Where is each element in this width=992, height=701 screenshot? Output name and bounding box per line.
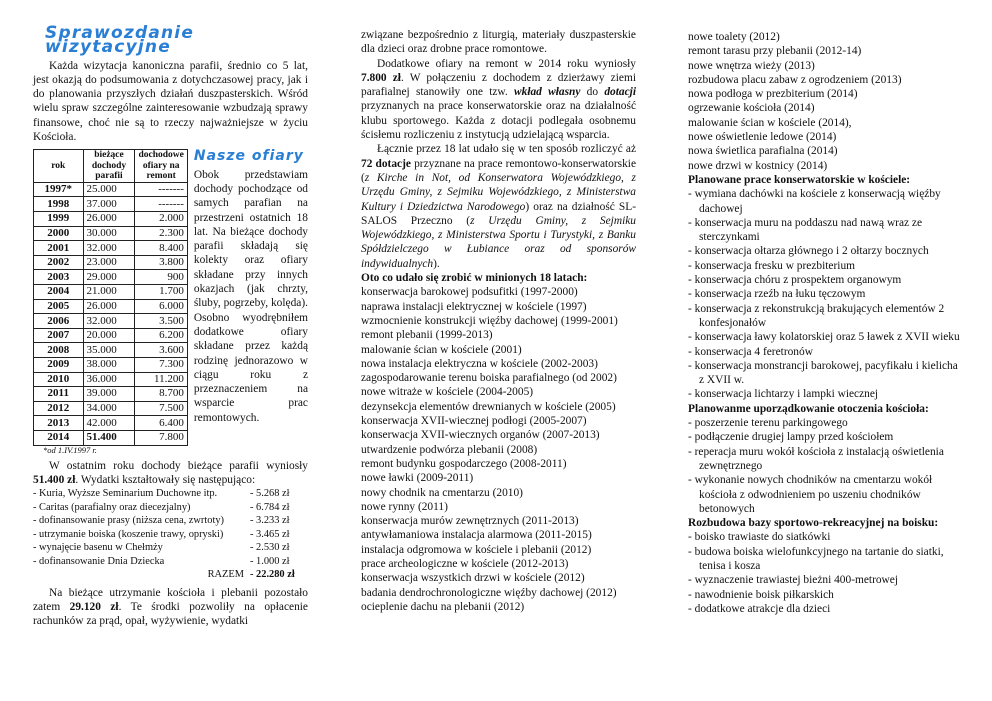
table-row bbox=[34, 401, 188, 416]
table-row bbox=[34, 241, 188, 256]
done-item: remont plebanii (1999-2013) bbox=[361, 329, 493, 342]
year-cell: 2002 bbox=[34, 255, 84, 270]
column-middle bbox=[361, 28, 636, 614]
p2-own-contribution: wkład własny bbox=[514, 86, 581, 99]
expenses-list bbox=[33, 487, 308, 568]
income-post: . Wydatki kształtowały się następująco: bbox=[75, 473, 256, 486]
income-cell: 21.000 bbox=[83, 285, 135, 300]
income-pre: W ostatnim roku dochody bieżące parafii wyniosły bbox=[49, 459, 308, 472]
done-item: prace archeologiczne w kościele (2012-2013) bbox=[361, 557, 569, 570]
planned-list bbox=[688, 187, 964, 401]
done-heading: Oto co udało się zrobić w minionych 18 latach: bbox=[361, 272, 588, 285]
renovation-cell: 6.200 bbox=[135, 328, 187, 343]
order-item: - podłączenie drugiej lampy przed kościołem bbox=[688, 431, 894, 444]
planned-item: - konserwacja lichtarzy i lampki wiecznej bbox=[688, 388, 879, 401]
header-income: bieżące dochody parafii bbox=[83, 150, 135, 183]
year-cell: 2014 bbox=[34, 430, 84, 445]
done-item: wzmocnienie konstrukcji więźby dachowej (1999-2001) bbox=[361, 314, 618, 327]
order-list bbox=[688, 416, 964, 516]
donations-paragraph bbox=[361, 57, 636, 143]
table-row bbox=[34, 328, 188, 343]
done-item: dezynsekcja elementów drewnianych w kościele (2005) bbox=[361, 400, 616, 413]
done-item: konserwacja wszystkich drzwi w kościele (2012) bbox=[361, 572, 585, 585]
expense-value: - 6.784 zł bbox=[250, 501, 290, 513]
renovation-cell: ------- bbox=[135, 182, 187, 197]
p3-c: przyznane na prace remontowo-konserwatorskie ( bbox=[361, 157, 636, 184]
p2-g: przyznanych na prace konserwatorskie oraz na działalność klubu sportowego. Każda z dotacji podlegała osobnemu ścisłemu rozliczeniu z instytucją udzielającą wsparcia. bbox=[361, 100, 636, 142]
renovation-cell: 11.200 bbox=[135, 372, 187, 387]
p3-sources-sport: z Urzędu Gminy, z Sejmiku Wojewódzkiego, z Ministerstwa Sportu i Turystyki, z Banku Spółdzielczego w Łubiance oraz od sponsorów indywidualnych bbox=[361, 214, 636, 270]
table-row bbox=[34, 372, 188, 387]
income-paragraph bbox=[33, 459, 308, 488]
table-row bbox=[34, 358, 188, 373]
year-cell: 2000 bbox=[34, 226, 84, 241]
report-title: Sprawozdanie wizytacyjne bbox=[45, 23, 195, 58]
final-paragraph bbox=[33, 586, 308, 629]
done-item: nowa świetlica parafialna (2014) bbox=[688, 145, 838, 158]
table-row bbox=[34, 285, 188, 300]
planned-item: - konserwacja muru na poddaszu nad nawą wraz ze sterczynkami bbox=[688, 216, 923, 244]
renovation-cell: 8.700 bbox=[135, 387, 187, 402]
table-row bbox=[34, 314, 188, 329]
done-item: nowe toalety (2012) bbox=[688, 31, 780, 43]
done-item: malowanie ścian w kościele (2001) bbox=[361, 343, 522, 356]
done-item: naprawa instalacji elektrycznej w kościele (1997) bbox=[361, 300, 587, 313]
p2-c: . W połączeniu z dochodem z dzierżawy ziemi parafialnej stanowiły one tzw. bbox=[361, 71, 636, 99]
expense-value: - 3.233 zł bbox=[250, 515, 290, 527]
expense-row bbox=[33, 555, 308, 569]
column-left bbox=[33, 23, 308, 629]
sport-item: - wyznaczenie trawiastej bieżni 400-metrowej bbox=[688, 574, 898, 587]
done-item: nowe ławki (2009-2011) bbox=[361, 472, 474, 485]
order-item: - reperacja muru wokół kościoła z instalacją oświetlenia zewnętrznego bbox=[688, 445, 944, 472]
table-header-row bbox=[34, 150, 188, 183]
planned-item: - konserwacja rzeźb na łuku tęczowym bbox=[688, 288, 866, 301]
planned-item: - konserwacja ołtarza głównego i 2 ołtarzy bocznych bbox=[688, 245, 929, 258]
income-amount: 51.400 zł bbox=[33, 473, 76, 486]
intro-paragraph: Każda wizytacja kanoniczna parafii, średnio co 5 lat, jest okazją do podsumowania z dotychczasowej pracy, jak i do planowania przyszłych działań duszpasterskich. Wśród wielu spraw szczególne zainteresowanie wzbudzają sprawy finansowe, choć nie są to rzeczy najważniejsze w życiu Kościoła. bbox=[33, 59, 308, 144]
income-cell: 38.000 bbox=[83, 358, 135, 373]
expense-name: - dofinansowanie prasy (niższa cena, zwrtoty) bbox=[33, 515, 224, 527]
done-item: konserwacja XVII-wiecznej podłogi (2005-2007) bbox=[361, 415, 587, 428]
done-item: antywłamaniowa instalacja alarmowa (2011-2015) bbox=[361, 529, 592, 542]
renovation-cell: 3.600 bbox=[135, 343, 187, 358]
income-cell: 39.000 bbox=[83, 387, 135, 402]
final-post: . Te środki pozwoliły na opłacenie rachunków za prąd, opał, wyżywienie, wydatki bbox=[33, 600, 308, 628]
renovation-cell: 6.000 bbox=[135, 299, 187, 314]
p3-e: ) oraz na działność SL-SALOS Przeczno ( bbox=[361, 200, 636, 227]
final-amount: 29.120 zł bbox=[69, 600, 119, 613]
renovation-cell: 2.000 bbox=[135, 212, 187, 227]
done-item: badania dendrochronologiczne więźby dachowej (2012) bbox=[361, 586, 617, 599]
year-cell: 1999 bbox=[34, 212, 84, 227]
expense-name: - Caritas (parafialny oraz diecezjalny) bbox=[33, 501, 191, 513]
table-row bbox=[34, 255, 188, 270]
planned-item: - konserwacja fresku w prezbiterium bbox=[688, 259, 855, 272]
sport-list bbox=[688, 530, 964, 616]
done-item: konserwacja murów zewnętrznych (2011-2013) bbox=[361, 515, 579, 528]
table-row bbox=[34, 299, 188, 314]
order-heading: Planowanme uporządkowanie otoczenia kościoła: bbox=[688, 402, 929, 415]
p3-g: ). bbox=[433, 257, 440, 270]
table-row bbox=[34, 197, 188, 212]
income-cell: 37.000 bbox=[83, 197, 135, 212]
planned-item: - konserwacja z rekonstrukcją brakujących elementów 2 konfesjonałów bbox=[688, 302, 945, 329]
done-item: nowe witraże w kościele (2004-2005) bbox=[361, 386, 534, 399]
total-label: RAZEM bbox=[207, 569, 244, 581]
done-item: remont budynku gospodarczego (2008-2011) bbox=[361, 457, 567, 470]
table-footnote: *od 1.IV.1997 r. bbox=[43, 444, 97, 455]
expense-row bbox=[33, 528, 308, 542]
table-row bbox=[34, 387, 188, 402]
sport-item: - boisko trawiaste do siatkówki bbox=[688, 531, 831, 544]
year-cell: 1998 bbox=[34, 197, 84, 212]
done-item: instalacja odgromowa w kościele i plebanii (2012) bbox=[361, 543, 592, 556]
offerings-table-wrap bbox=[33, 149, 188, 456]
expense-name: - wynajęcie basenu w Chełmży bbox=[33, 542, 163, 554]
year-cell: 2013 bbox=[34, 416, 84, 431]
done-item: ogrzewanie kościoła (2014) bbox=[688, 102, 815, 115]
income-cell: 32.000 bbox=[83, 241, 135, 256]
expense-value: - 5.268 zł bbox=[250, 488, 290, 500]
expense-value: - 2.530 zł bbox=[250, 542, 290, 554]
offerings-table bbox=[33, 149, 188, 445]
offerings-description: Obok przedstawiam dochody pochodzące od samych parafian na przestrzeni ostatnich 18 lat. Na bieżące dochody parafii składają się kolekty oraz ofiary składane przy innych okazjach (jak chrzty, śluby, pogrzeby, kolęda). Osobno wyodrębniłem dodatkowe ofiary składane przez każdą rodzinę jednorazowo w ciągu roku z przeznaczeniem na wsparcie prac remontowych. bbox=[193, 168, 308, 424]
done-item: konserwacja XVII-wiecznych organów (2007-2013) bbox=[361, 429, 600, 442]
order-item: - wykonanie nowych chodników na cmentarzu wokół kościoła z odwodnieniem po uszeniu chodników betonowych bbox=[688, 474, 933, 515]
expense-name: - utrzymanie boiska (koszenie trawy, opryski) bbox=[33, 528, 224, 540]
expense-row bbox=[33, 487, 308, 501]
sport-item: - dodatkowe atrakcje dla dzieci bbox=[688, 602, 831, 615]
done-item: nowa podłoga w prezbiterium (2014) bbox=[688, 88, 858, 101]
renovation-cell: 6.400 bbox=[135, 416, 187, 431]
done-item: nowy chodnik na cmentarzu (2010) bbox=[361, 486, 523, 499]
income-cell: 34.000 bbox=[83, 401, 135, 416]
table-row bbox=[34, 226, 188, 241]
done-item: nowe wnętrza wieży (2013) bbox=[688, 59, 815, 72]
order-item: - poszerzenie terenu parkingowego bbox=[688, 417, 848, 430]
planned-item: - konserwacja ławy kolatorskiej oraz 5 ławek z XVII wieku bbox=[688, 331, 960, 344]
income-cell: 42.000 bbox=[83, 416, 135, 431]
planned-heading: Planowane prace konserwatorskie w kościele: bbox=[688, 173, 911, 186]
income-cell: 30.000 bbox=[83, 226, 135, 241]
renovation-cell: 7.500 bbox=[135, 401, 187, 416]
year-cell: 2011 bbox=[34, 387, 84, 402]
done-item: nowe rynny (2011) bbox=[361, 500, 448, 513]
p2-grants: dotacji bbox=[604, 86, 636, 99]
done-item: malowanie ścian w kościele (2014), bbox=[688, 116, 852, 129]
header-year: rok bbox=[34, 150, 84, 183]
planned-item: - konserwacja 4 feretronów bbox=[688, 345, 813, 358]
year-cell: 2009 bbox=[34, 358, 84, 373]
table-row bbox=[34, 182, 188, 197]
renovation-cell: 2.300 bbox=[135, 226, 187, 241]
income-cell: 51.400 bbox=[83, 430, 135, 445]
p2-amount: 7.800 zł bbox=[361, 71, 401, 84]
expenses-total bbox=[33, 568, 308, 582]
done-item: zagospodarowanie terenu boiska parafialnego (od 2002) bbox=[361, 372, 617, 385]
done-item: nowe drzwi w kostnicy (2014) bbox=[688, 159, 828, 172]
sport-item: - budowa boiska wielofunkcyjnego na tartanie do siatki, tenisa i kosza bbox=[688, 545, 944, 572]
planned-item: - konserwacja monstrancji barokowej, pacyfikału i kielicha z XVII w. bbox=[688, 359, 958, 387]
expense-row bbox=[33, 514, 308, 528]
income-cell: 26.000 bbox=[83, 299, 135, 314]
header-renovation: dochodowe ofiary na remont bbox=[135, 150, 187, 183]
expense-name: - dofinansowanie Dnia Dziecka bbox=[33, 555, 165, 567]
done-item: rozbudowa placu zabaw z ogrodzeniem (2013) bbox=[688, 73, 902, 86]
expense-row bbox=[33, 541, 308, 555]
renovation-cell: 1.700 bbox=[135, 285, 187, 300]
total-value: - 22.280 zł bbox=[250, 569, 295, 581]
final-pre: Na bieżące utrzymanie kościoła i plebanii pozostało zatem bbox=[33, 586, 308, 613]
p2-e: do bbox=[580, 86, 605, 99]
income-cell: 25.000 bbox=[83, 182, 135, 197]
renovation-cell: 7.300 bbox=[135, 358, 187, 373]
year-cell: 1997* bbox=[34, 182, 84, 197]
expense-value: - 3.465 zł bbox=[250, 528, 290, 540]
done-item: konserwacja barokowej podsufitki (1997-2000) bbox=[361, 286, 578, 299]
year-cell: 2004 bbox=[34, 285, 84, 300]
p3-grants-count: 72 dotacje bbox=[361, 157, 411, 170]
renovation-cell: ------- bbox=[135, 197, 187, 212]
renovation-cell: 7.800 bbox=[135, 430, 187, 445]
done-item: nowa instalacja elektryczna w kościele (2002-2003) bbox=[361, 357, 598, 370]
income-cell: 20.000 bbox=[83, 328, 135, 343]
expense-row bbox=[33, 501, 308, 515]
offerings-text bbox=[194, 149, 308, 456]
liturgy-paragraph: związane bezpośrednio z liturgią, materiały duszpasterskie dla dzieci oraz drobne prace romontowe. bbox=[361, 29, 636, 56]
renovation-cell: 3.800 bbox=[135, 255, 187, 270]
table-row bbox=[34, 212, 188, 227]
year-cell: 2003 bbox=[34, 270, 84, 285]
expense-value: - 1.000 zł bbox=[250, 555, 290, 567]
income-cell: 35.000 bbox=[83, 343, 135, 358]
column-right bbox=[688, 30, 964, 616]
done-item: ocieplenie dachu na plebanii (2012) bbox=[361, 600, 525, 613]
income-cell: 29.000 bbox=[83, 270, 135, 285]
p3-sources-church: z Kirche in Not, od Konserwatora Wojewódzkiego, z Urzędu Gminy, z Sejmiku Wojewódzkiego, z Ministerstwa Kultury i Dziedzictwa Narodowego bbox=[361, 171, 636, 213]
done-item: utwardzenie podwórza plebanii (2008) bbox=[361, 443, 538, 456]
renovation-cell: 900 bbox=[135, 270, 187, 285]
planned-item: - wymiana dachówki na kościele z konserwacją więźby dachowej bbox=[688, 188, 941, 215]
table-row bbox=[34, 270, 188, 285]
planned-item: - konserwacja chóru z prospektem organowym bbox=[688, 274, 902, 287]
table-row bbox=[34, 430, 188, 445]
year-cell: 2005 bbox=[34, 299, 84, 314]
year-cell: 2001 bbox=[34, 241, 84, 256]
done-item: remont tarasu przy plebanii (2012-14) bbox=[688, 45, 862, 58]
sport-item: - nawodnienie boisk piłkarskich bbox=[688, 588, 834, 601]
offerings-subtitle: Nasze ofiary bbox=[193, 148, 304, 165]
year-cell: 2007 bbox=[34, 328, 84, 343]
income-cell: 26.000 bbox=[83, 212, 135, 227]
renovation-cell: 8.400 bbox=[135, 241, 187, 256]
expense-name: - Kuria, Wyższe Seminarium Duchowne itp. bbox=[33, 488, 218, 500]
table-row bbox=[34, 416, 188, 431]
p2-a: Dodatkowe ofiary na remont w 2014 roku wyniosły bbox=[377, 57, 636, 70]
year-cell: 2008 bbox=[34, 343, 84, 358]
income-cell: 23.000 bbox=[83, 255, 135, 270]
done-list bbox=[361, 285, 636, 614]
grants-paragraph bbox=[361, 142, 636, 271]
income-cell: 32.000 bbox=[83, 314, 135, 329]
year-cell: 2010 bbox=[34, 372, 84, 387]
offerings-section bbox=[33, 149, 308, 456]
done-list-continued bbox=[688, 30, 964, 173]
sport-heading: Rozbudowa bazy sportowo-rekreacyjnej na boisku: bbox=[688, 517, 939, 530]
year-cell: 2006 bbox=[34, 314, 84, 329]
done-item: nowe oświetlenie ledowe (2014) bbox=[688, 131, 837, 144]
income-cell: 36.000 bbox=[83, 372, 135, 387]
p3-a: Łącznie przez 18 lat udało się w ten sposób rozliczyć aż bbox=[377, 143, 636, 156]
renovation-cell: 3.500 bbox=[135, 314, 187, 329]
year-cell: 2012 bbox=[34, 401, 84, 416]
table-row bbox=[34, 343, 188, 358]
